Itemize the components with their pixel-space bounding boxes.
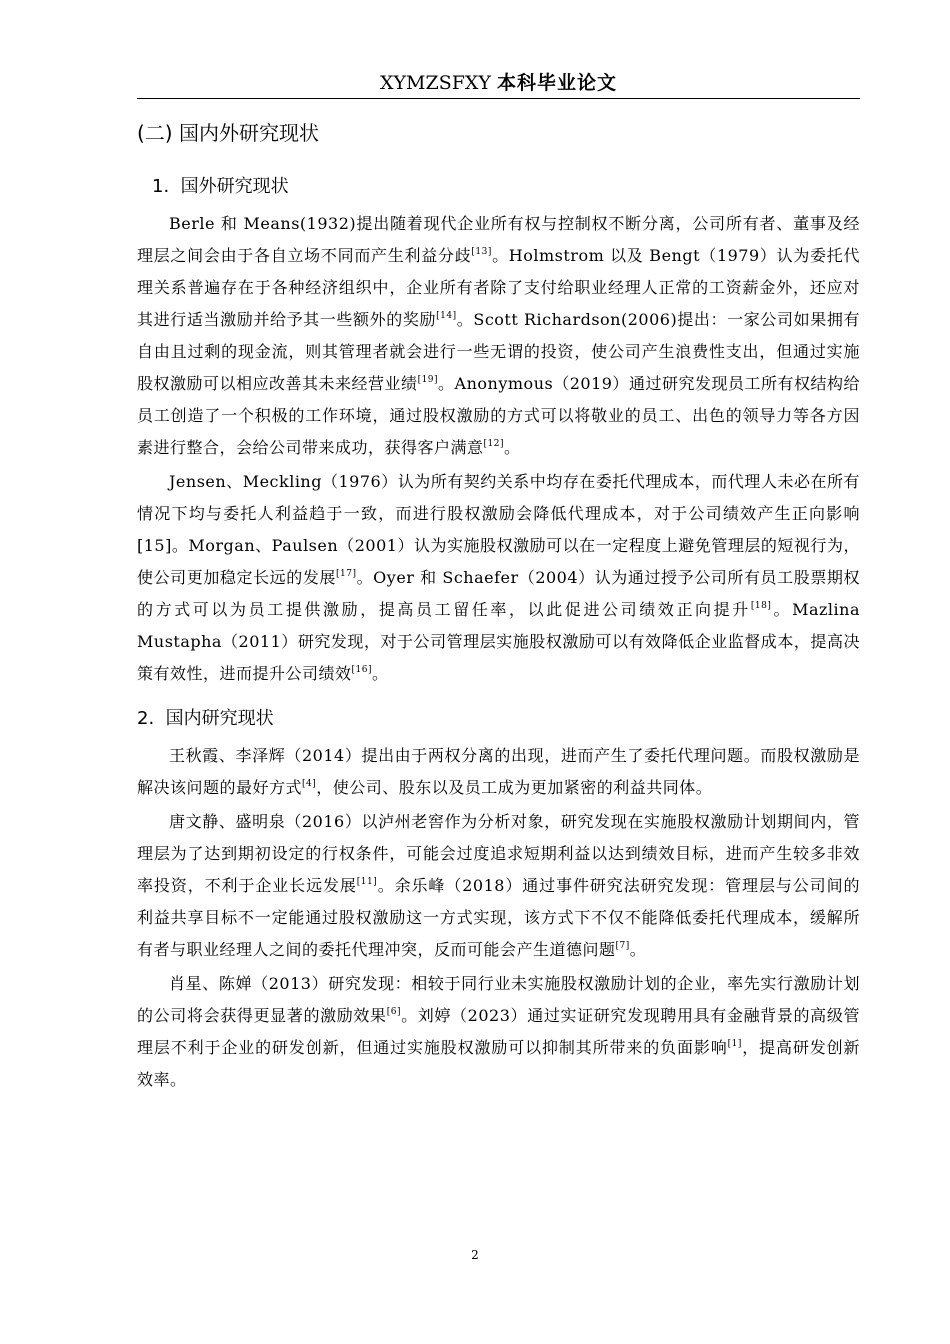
body-content — [137, 112, 860, 1096]
header-code: XYMZSFXY — [379, 72, 491, 94]
citation: [12] — [483, 439, 504, 449]
citation: [11] — [356, 877, 378, 887]
citation: [4] — [302, 779, 317, 789]
citation: [7] — [615, 941, 630, 951]
subsection-title-domestic: 2. 国内研究现状 — [137, 708, 274, 729]
citation: [14] — [436, 311, 457, 321]
running-header — [137, 68, 860, 99]
paragraph-foreign-1: Berle 和 Means(1932)提出随着现代企业所有权与控制权不断分离，公司所有者、董事及经理层之间会由于各自立场不同而产生利益分歧[13]。Holmstrom 以及 Bengt（1979）认为委托代理关系普遍存在于各种经济组织中，企业所有者除了支付给职业经理人正常的工资薪金外，还应对其进行适当激励并给予其一些额外的奖励[14]。Scott Richardson(2006)提出：一家公司如果拥有自由且过剩的现金流，则其管理者就会进行一些无谓的投资，使公司产生浪费性支出，但通过实施股权激励可以相应改善其未来经营业绩[19]。Anonymous（2019）通过研究发现员工所有权结构给员工创造了一个积极的工作环境，通过股权激励的方式可以将敬业的员工、出色的领导力等各方因素进行整合，会给公司带来成功，获得客户满意[12]。 — [137, 214, 860, 457]
section-title: (二) 国内外研究现状 — [137, 121, 319, 145]
citation: [18] — [750, 601, 772, 611]
citation: [16] — [351, 665, 372, 675]
citation: [17] — [336, 569, 357, 579]
paragraph-domestic-3: 肖星、陈婵（2013）研究发现：相较于同行业未实施股权激励计划的企业，率先实行激励计划的公司将会获得更显著的激励效果[6]。刘婷（2023）通过实证研究发现聘用具有金融背景的高级管理层不利于企业的研发创新，但通过实施股权激励可以抑制其所带来的负面影响[1]，提高研发创新效率。 — [137, 974, 860, 1089]
citation: [6] — [386, 1007, 401, 1017]
citation: [1] — [727, 1039, 742, 1049]
citation: [19] — [417, 375, 439, 385]
paragraph-domestic-1: 王秋霞、李泽辉（2014）提出由于两权分离的出现，进而产生了委托代理问题。而股权激励是解决该问题的最好方式[4]，使公司、股东以及员工成为更加紧密的利益共同体。 — [137, 746, 860, 797]
subsection-title-foreign: 1. 国外研究现状 — [152, 176, 289, 197]
page-number: 2 — [471, 1248, 479, 1262]
paragraph-domestic-2: 唐文静、盛明泉（2016）以泸州老窖作为分析对象，研究发现在实施股权激励计划期间内，管理层为了达到期初设定的行权条件，可能会过度追求短期利益以达到绩效目标，进而产生较多非效率投资，不利于企业长远发展[11]。余乐峰（2018）通过事件研究法研究发现：管理层与公司间的利益共享目标不一定能通过股权激励这一方式实现，该方式下不仅不能降低委托代理成本，缓解所有者与职业经理人之间的委托代理冲突，反而可能会产生道德问题[7]。 — [137, 812, 860, 959]
paragraph-foreign-2: Jensen、Meckling（1976）认为所有契约关系中均存在委托代理成本，而代理人未必在所有情况下均与委托人利益趋于一致，而进行股权激励会降低代理成本，对于公司绩效产生正向影响[15]。Morgan、Paulsen（2001）认为实施股权激励可以在一定程度上避免管理层的短视行为，使公司更加稳定长远的发展[17]。Oyer 和 Schaefer（2004）认为通过授予公司所有员工股票期权的方式可以为员工提供激励，提高员工留任率，以此促进公司绩效正向提升[18]。Mazlina Mustapha（2011）研究发现，对于公司管理层实施股权激励可以有效降低企业监督成本，提高决策有效性，进而提升公司绩效[16]。 — [137, 472, 860, 683]
header-label: 本科毕业论文 — [497, 72, 618, 94]
citation: [13] — [471, 247, 492, 257]
